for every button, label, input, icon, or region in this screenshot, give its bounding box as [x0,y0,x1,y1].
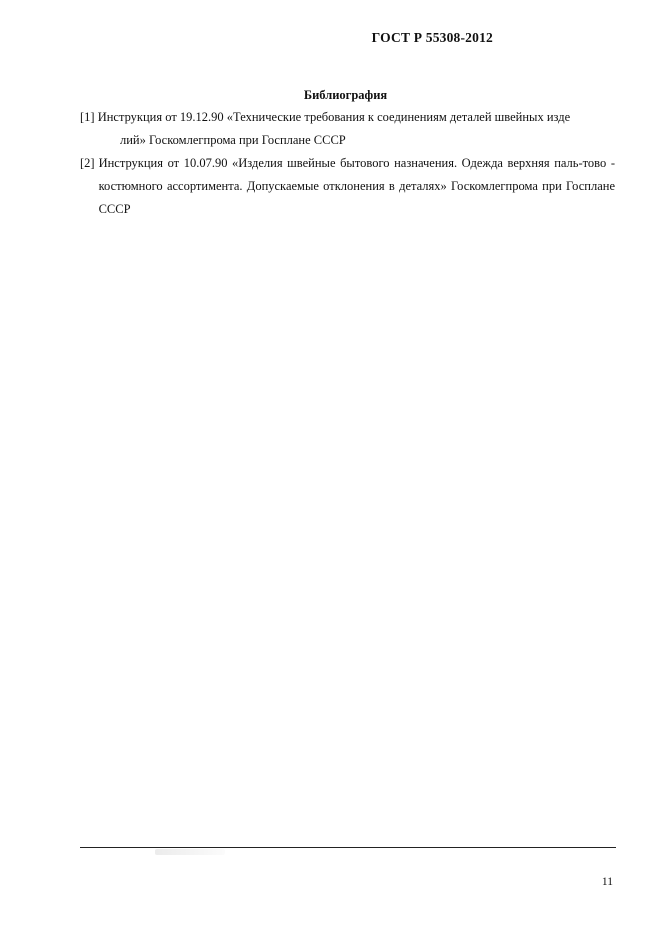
document-code: ГОСТ Р 55308-2012 [371,30,493,45]
page-number: 11 [601,876,613,888]
bibliography-entry-text-continued: лий» Госкомлегпрома при Госплане СССР [120,133,346,147]
bibliography-entry-text: Инструкция от 19.12.90 «Технические требования к соединениям деталей швейных изде [97,110,571,124]
bibliography-entry-text: Инструкция от 10.07.90 «Изделия швейные бытового назначения. Одежда верхняя паль-тово - костюмного ассортимента. Допускаемые отклонения в деталях» Госкомлегпрома при Госплане СССР [98,156,615,216]
faint-watermark [155,849,225,855]
bibliography-list [80,106,615,221]
bibliography-entry-number: [2] [80,156,95,170]
section-title: Библиография [303,88,388,102]
bibliography-entry-line [80,129,615,152]
bibliography-entry [80,106,615,152]
bibliography-entry-line [80,106,615,129]
footer-divider [80,847,616,848]
bibliography-entry-number: [1] [80,110,95,124]
bibliography-entry [80,152,615,221]
